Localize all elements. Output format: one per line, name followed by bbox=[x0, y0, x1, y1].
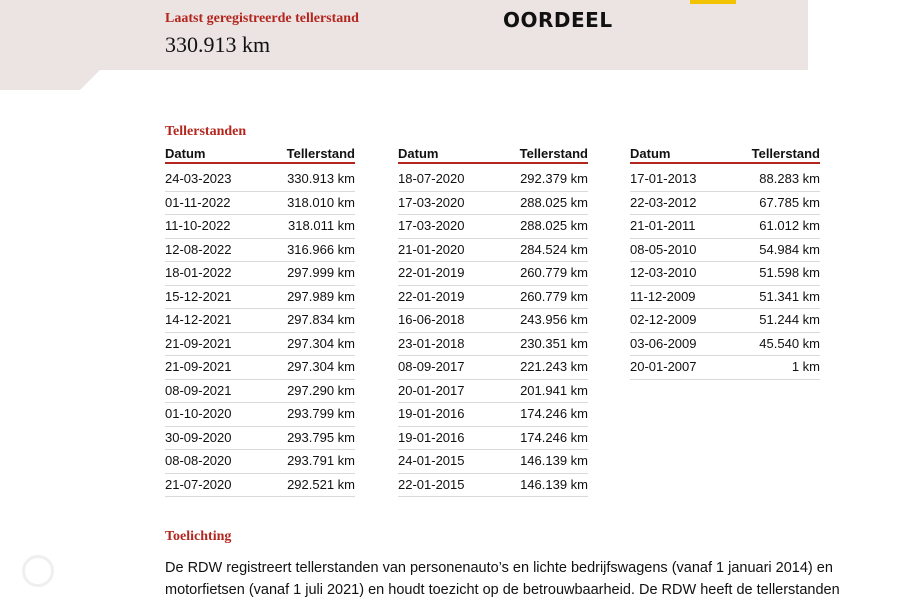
reading-row bbox=[630, 356, 820, 380]
header-date: Datum bbox=[165, 146, 206, 161]
reading-date: 14-12-2021 bbox=[165, 312, 232, 327]
readings-title: Tellerstanden bbox=[165, 124, 247, 139]
reading-row bbox=[398, 262, 588, 286]
header-band-corner bbox=[0, 70, 100, 90]
reading-row bbox=[398, 168, 588, 192]
reading-km: 51.341 km bbox=[759, 288, 820, 304]
reading-date: 12-08-2022 bbox=[165, 241, 232, 257]
header-km: Tellerstand bbox=[751, 146, 820, 161]
reading-date: 16-06-2018 bbox=[398, 312, 465, 327]
reading-km: 318.010 km bbox=[287, 194, 355, 210]
reading-km: 297.989 km bbox=[287, 288, 355, 304]
reading-date: 23-01-2018 bbox=[398, 335, 465, 351]
reading-row bbox=[165, 380, 355, 404]
reading-date: 21-01-2011 bbox=[630, 218, 696, 233]
reading-km: 174.246 km bbox=[520, 429, 588, 445]
reading-km: 316.966 km bbox=[287, 241, 355, 257]
reading-date: 22-01-2015 bbox=[398, 476, 465, 492]
reading-date: 17-03-2020 bbox=[398, 194, 465, 210]
reading-date: 24-03-2023 bbox=[165, 171, 232, 186]
reading-row bbox=[398, 309, 588, 333]
reading-km: 297.290 km bbox=[287, 382, 355, 398]
reading-km: 146.139 km bbox=[520, 453, 588, 468]
reading-km: 201.941 km bbox=[520, 382, 588, 398]
reading-row bbox=[630, 309, 820, 333]
reading-row bbox=[165, 215, 355, 239]
readings-column-3 bbox=[630, 146, 820, 380]
reading-date: 12-03-2010 bbox=[630, 265, 697, 280]
reading-row bbox=[398, 380, 588, 404]
reading-km: 174.246 km bbox=[520, 406, 588, 421]
reading-date: 20-01-2007 bbox=[630, 359, 697, 374]
odometer-label: Laatst geregistreerde tellerstand bbox=[165, 11, 359, 26]
header-km: Tellerstand bbox=[519, 146, 588, 161]
reading-date: 19-01-2016 bbox=[398, 406, 465, 421]
reading-km: 292.379 km bbox=[520, 171, 588, 186]
reading-date: 08-09-2021 bbox=[165, 382, 232, 398]
reading-date: 19-01-2016 bbox=[398, 429, 465, 445]
reading-row bbox=[165, 427, 355, 451]
reading-row bbox=[630, 239, 820, 263]
reading-km: 318.011 km bbox=[288, 218, 355, 233]
reading-date: 08-08-2020 bbox=[165, 453, 232, 468]
reading-row bbox=[165, 450, 355, 474]
reading-row bbox=[165, 474, 355, 498]
reading-date: 01-11-2022 bbox=[165, 194, 231, 210]
reading-date: 17-03-2020 bbox=[398, 218, 465, 233]
reading-km: 61.012 km bbox=[759, 218, 820, 233]
reading-row bbox=[165, 168, 355, 192]
reading-row bbox=[630, 168, 820, 192]
readings-column-2 bbox=[398, 146, 588, 497]
reading-row bbox=[630, 192, 820, 216]
reading-km: 88.283 km bbox=[759, 171, 820, 186]
reading-km: 54.984 km bbox=[759, 241, 820, 257]
reading-row bbox=[165, 333, 355, 357]
odometer-value: 330.913 km bbox=[165, 32, 271, 57]
reading-km: 293.795 km bbox=[287, 429, 355, 445]
reading-km: 51.598 km bbox=[759, 265, 820, 280]
reading-row bbox=[630, 215, 820, 239]
readings-column-header bbox=[165, 146, 355, 164]
reading-row bbox=[398, 286, 588, 310]
reading-row bbox=[398, 333, 588, 357]
explanation-text: De RDW registreert tellerstanden van personenauto’s en lichte bedrijfswagens (vanaf 1 januari 2014) en motorfietsen (vanaf 1 juli 2021) en houdt toezicht op de betrouwbaarheid. De RDW heeft de tellerstanden bbox=[165, 560, 840, 598]
reading-row bbox=[165, 309, 355, 333]
reading-km: 45.540 km bbox=[759, 335, 820, 351]
reading-date: 21-09-2021 bbox=[165, 335, 232, 351]
reading-date: 21-07-2020 bbox=[165, 476, 232, 492]
reading-km: 1 km bbox=[791, 359, 820, 374]
reading-km: 288.025 km bbox=[520, 194, 588, 210]
reading-date: 22-01-2019 bbox=[398, 265, 465, 280]
reading-date: 22-03-2012 bbox=[630, 194, 697, 210]
reading-date: 11-10-2022 bbox=[165, 218, 231, 233]
reading-km: 297.834 km bbox=[287, 312, 355, 327]
readings-column-header bbox=[398, 146, 588, 164]
watermark bbox=[22, 555, 129, 587]
reading-km: 293.791 km bbox=[287, 453, 355, 468]
reading-row bbox=[165, 262, 355, 286]
reading-km: 284.524 km bbox=[520, 241, 588, 257]
reading-km: 297.304 km bbox=[287, 359, 355, 374]
explanation-title: Toelichting bbox=[165, 529, 232, 544]
watermark-text: mobile bbox=[58, 556, 129, 582]
reading-km: 292.521 km bbox=[287, 476, 355, 492]
reading-date: 01-10-2020 bbox=[165, 406, 232, 421]
reading-row bbox=[165, 239, 355, 263]
reading-row bbox=[398, 215, 588, 239]
reading-km: 221.243 km bbox=[520, 359, 588, 374]
reading-row bbox=[398, 474, 588, 498]
reading-date: 08-05-2010 bbox=[630, 241, 697, 257]
reading-row bbox=[398, 239, 588, 263]
reading-km: 243.956 km bbox=[520, 312, 588, 327]
reading-km: 330.913 km bbox=[287, 171, 355, 186]
reading-km: 260.779 km bbox=[520, 288, 588, 304]
reading-km: 297.304 km bbox=[287, 335, 355, 351]
reading-km: 260.779 km bbox=[520, 265, 588, 280]
reading-date: 20-01-2017 bbox=[398, 382, 465, 398]
reading-km: 51.244 km bbox=[759, 312, 820, 327]
readings-column-header bbox=[630, 146, 820, 164]
reading-date: 21-09-2021 bbox=[165, 359, 232, 374]
reading-km: 293.799 km bbox=[287, 406, 355, 421]
reading-date: 02-12-2009 bbox=[630, 312, 697, 327]
reading-km: 230.351 km bbox=[520, 335, 588, 351]
reading-row bbox=[398, 403, 588, 427]
reading-row bbox=[398, 427, 588, 451]
reading-km: 288.025 km bbox=[520, 218, 588, 233]
reading-date: 30-09-2020 bbox=[165, 429, 232, 445]
reading-date: 18-07-2020 bbox=[398, 171, 465, 186]
reading-date: 17-01-2013 bbox=[630, 171, 697, 186]
reading-km: 297.999 km bbox=[287, 265, 355, 280]
reading-row bbox=[398, 192, 588, 216]
verdict-heading: OORDEEL bbox=[503, 8, 613, 32]
reading-row bbox=[630, 262, 820, 286]
reading-km: 146.139 km bbox=[520, 476, 588, 492]
header-band bbox=[0, 0, 808, 70]
reading-date: 03-06-2009 bbox=[630, 335, 697, 351]
reading-date: 21-01-2020 bbox=[398, 241, 465, 257]
reading-row bbox=[630, 333, 820, 357]
watermark-logo-icon bbox=[22, 555, 54, 587]
reading-km: 67.785 km bbox=[759, 194, 820, 210]
reading-row bbox=[165, 403, 355, 427]
reading-row bbox=[630, 286, 820, 310]
reading-row bbox=[165, 356, 355, 380]
reading-row bbox=[165, 192, 355, 216]
reading-date: 22-01-2019 bbox=[398, 288, 465, 304]
yellow-accent-tab bbox=[690, 0, 736, 4]
reading-date: 08-09-2017 bbox=[398, 359, 465, 374]
header-date: Datum bbox=[630, 146, 671, 161]
reading-date: 24-01-2015 bbox=[398, 453, 465, 468]
reading-row bbox=[398, 450, 588, 474]
reading-row bbox=[398, 356, 588, 380]
header-date: Datum bbox=[398, 146, 439, 161]
header-km: Tellerstand bbox=[286, 146, 355, 161]
reading-date: 18-01-2022 bbox=[165, 265, 232, 280]
reading-date: 11-12-2009 bbox=[630, 288, 696, 304]
readings-column-1 bbox=[165, 146, 355, 497]
reading-date: 15-12-2021 bbox=[165, 288, 232, 304]
reading-row bbox=[165, 286, 355, 310]
